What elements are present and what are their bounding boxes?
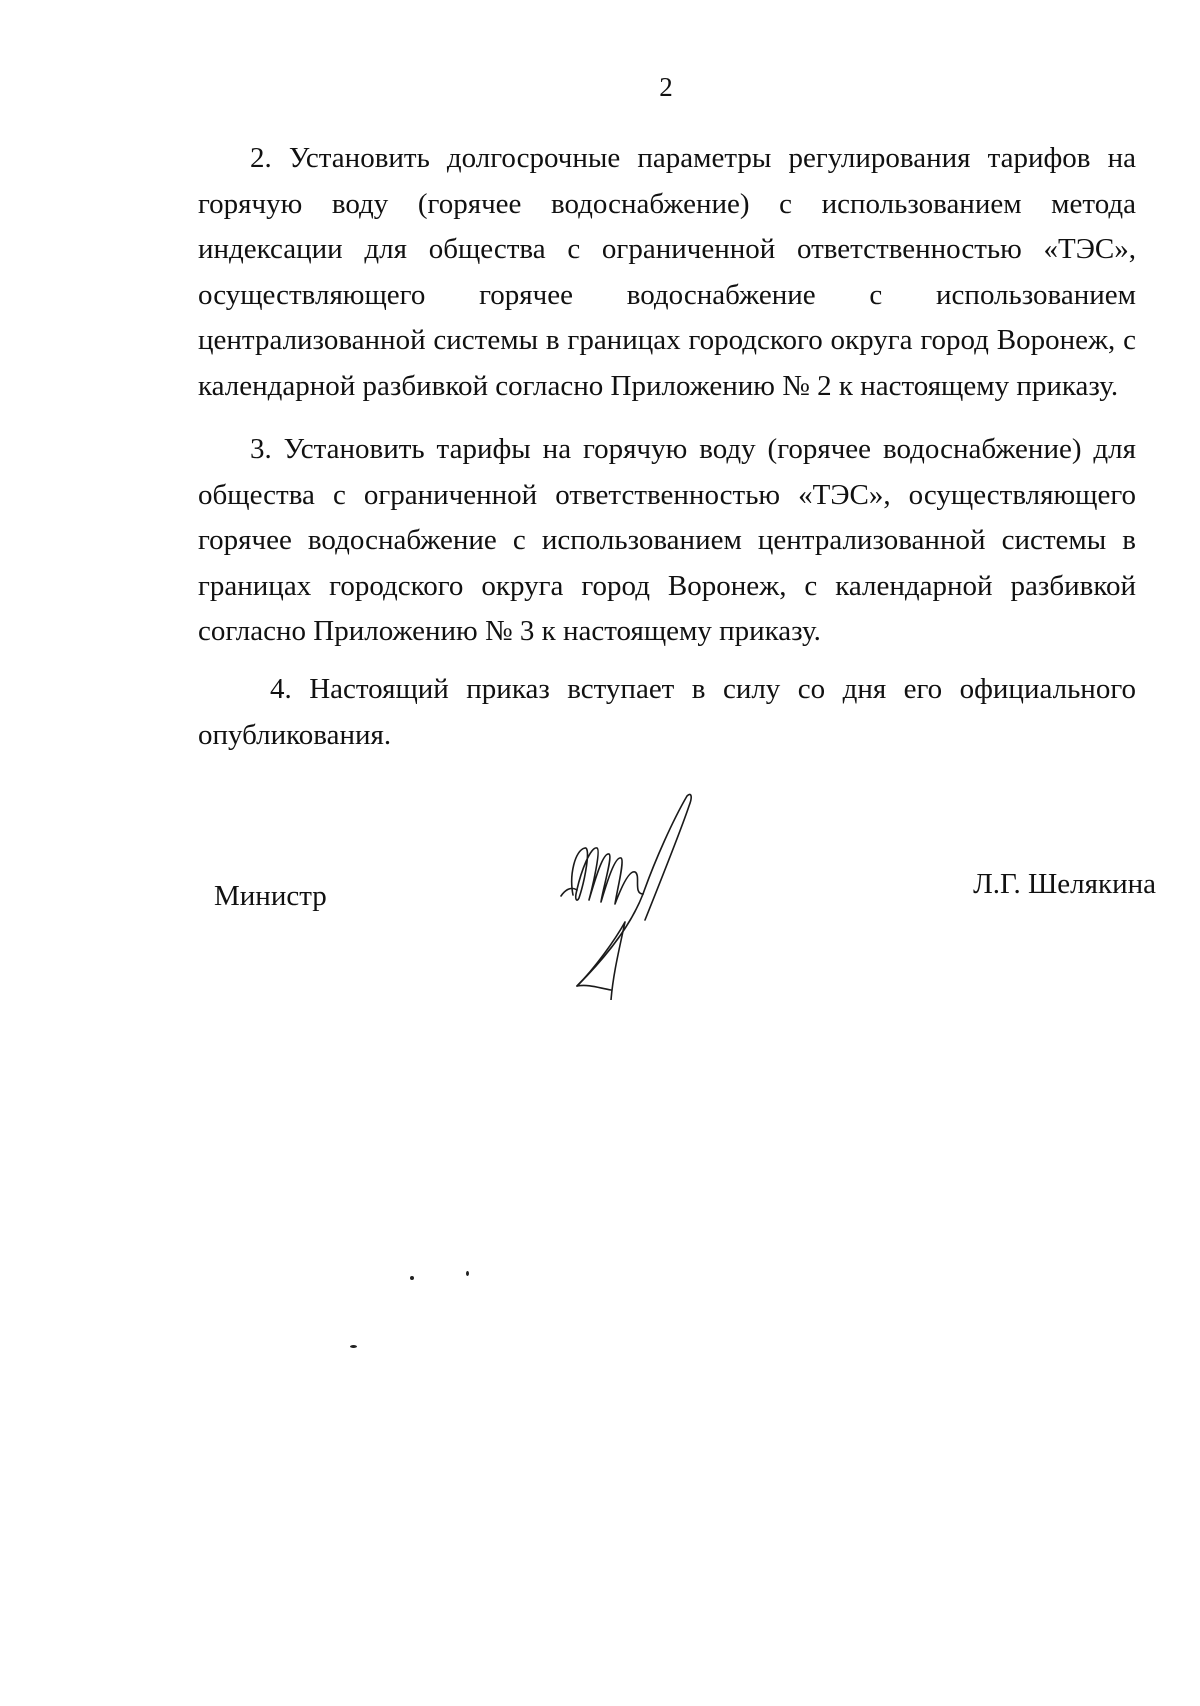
- paragraph-4: [198, 667, 1136, 758]
- signatory-name: Л.Г. Шелякина: [973, 868, 1156, 900]
- paragraph-4-text: 4. Настоящий приказ вступает в силу со дня его официального опубликования.: [198, 673, 1136, 751]
- page-number: 2: [659, 72, 673, 102]
- paragraph-3: [198, 427, 1136, 655]
- scan-speck: [410, 1276, 414, 1280]
- paragraph-3-text: 3. Установить тарифы на горячую воду (горячее водоснабжение) для общества с ограниченной ответственностью «ТЭС», осуществляющего горячее водоснабжение с использованием централизованной системы в границах городского округа город Воронеж, с календарной разбивкой согласно Приложению № 3 к настоящему приказу.: [198, 433, 1136, 647]
- scan-speck: [466, 1271, 469, 1276]
- scan-speck: [350, 1345, 357, 1348]
- paragraph-2-text: 2. Установить долгосрочные параметры регулирования тарифов на горячую воду (горячее водоснабжение) с использованием метода индексации для общества с ограниченной ответственностью «ТЭС», осуществляющего горячее водоснабжение с использованием централизованной системы в границах городского округа город Воронеж, с календарной разбивкой согласно Приложению № 2 к настоящему приказу.: [198, 142, 1136, 402]
- paragraph-2: [198, 136, 1136, 409]
- handwritten-signature: [555, 790, 700, 1000]
- signatory-role: Министр: [214, 880, 327, 912]
